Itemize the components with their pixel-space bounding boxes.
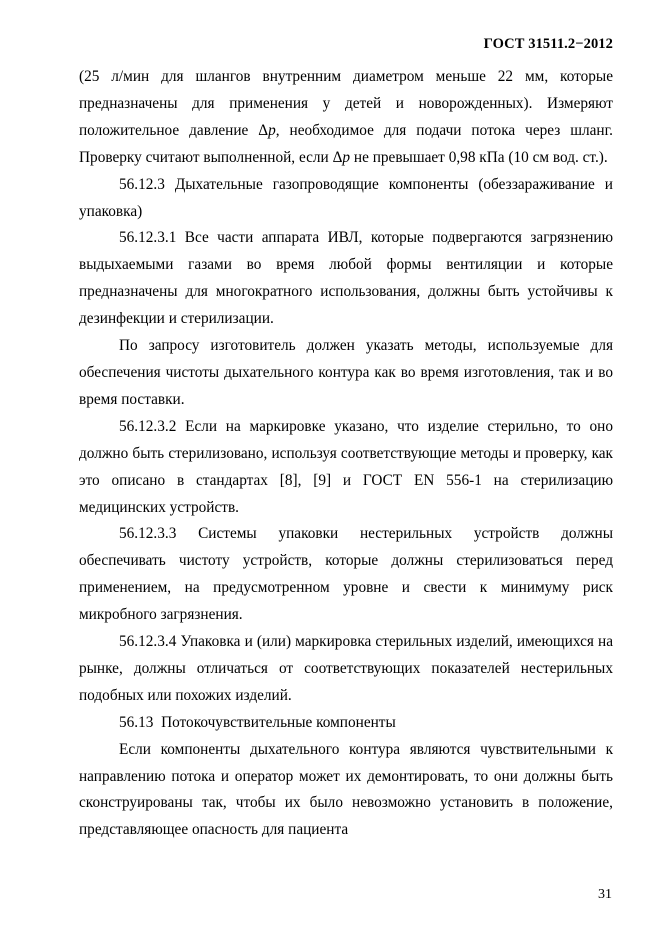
paragraph-56-12-3-3: 56.12.3.3 Системы упаковки нестерильных устройств должны обеспечивать чистоту устройств, которые должны стерилизоваться перед применением, на предусмотренном уровне и свести к минимуму риск микробного загрязнения. (79, 525, 613, 624)
paragraph-56-12-3-1: 56.12.3.1 Все части аппарата ИВЛ, которые подвергаются загрязнению выдыхаемыми газами во время любой формы вентиляции и которые предназначены для многократного использования, должны быть устойчивы к дезинфекции и стерилизации. (79, 229, 613, 328)
paragraph-continuation (79, 64, 613, 172)
paragraph-56-12-3-2: 56.12.3.2 Если на маркировке указано, что изделие стерильно, то оно должно быть стерилизовано, используя соответствующие методы и проверку, как это описано в стандартах [8], [9] и ГОСТ EN 556-1 на стерилизацию медицинских устройств. (79, 417, 613, 516)
paragraph-text: не превышает 0,98 кПа (10 см вод. ст.). (350, 148, 608, 166)
pressure-variable: p (268, 121, 276, 139)
paragraph-56-12-3-4: 56.12.3.4 Упаковка и (или) маркировка стерильных изделий, имеющихся на рынке, должны отличаться от соответствующих показателей нестерильных подобных или похожих изделий. (79, 633, 613, 704)
section-heading-56-13: 56.13 Потокочувствительные компоненты (119, 713, 396, 731)
paragraph-flow-sensitive: Если компоненты дыхательного контура являются чувствительными к направлению потока и оператор может их демонтировать, то они должны быть сконструированы так, чтобы их было невозможно установить в положение, представляющее опасность для пациента (79, 740, 613, 839)
paragraph-text: , необходимое для подачи потока через шланг. Проверку считают выполненной, если (79, 121, 613, 166)
paragraph-manufacturer-request: По запросу изготовитель должен указать методы, используемые для обеспечения чистоты дыхательного контура как во время изготовления, так и во время поставки. (79, 337, 613, 408)
delta-symbol: Δ (332, 148, 343, 166)
document-header: ГОСТ 31511.2−2012 (483, 36, 613, 52)
pressure-variable: p (342, 148, 351, 166)
document-body (79, 64, 613, 844)
delta-symbol: Δ (258, 121, 269, 139)
paragraph-text: (25 л/мин для шлангов внутренним диаметром меньше 22 мм, которые предназначены для применения у детей и новорожденных). Измеряют положительное давление (79, 68, 613, 139)
page-number: 31 (598, 887, 612, 902)
section-heading-56-12-3: 56.12.3 Дыхательные газопроводящие компоненты (обеззараживание и упаковка) (79, 175, 613, 220)
